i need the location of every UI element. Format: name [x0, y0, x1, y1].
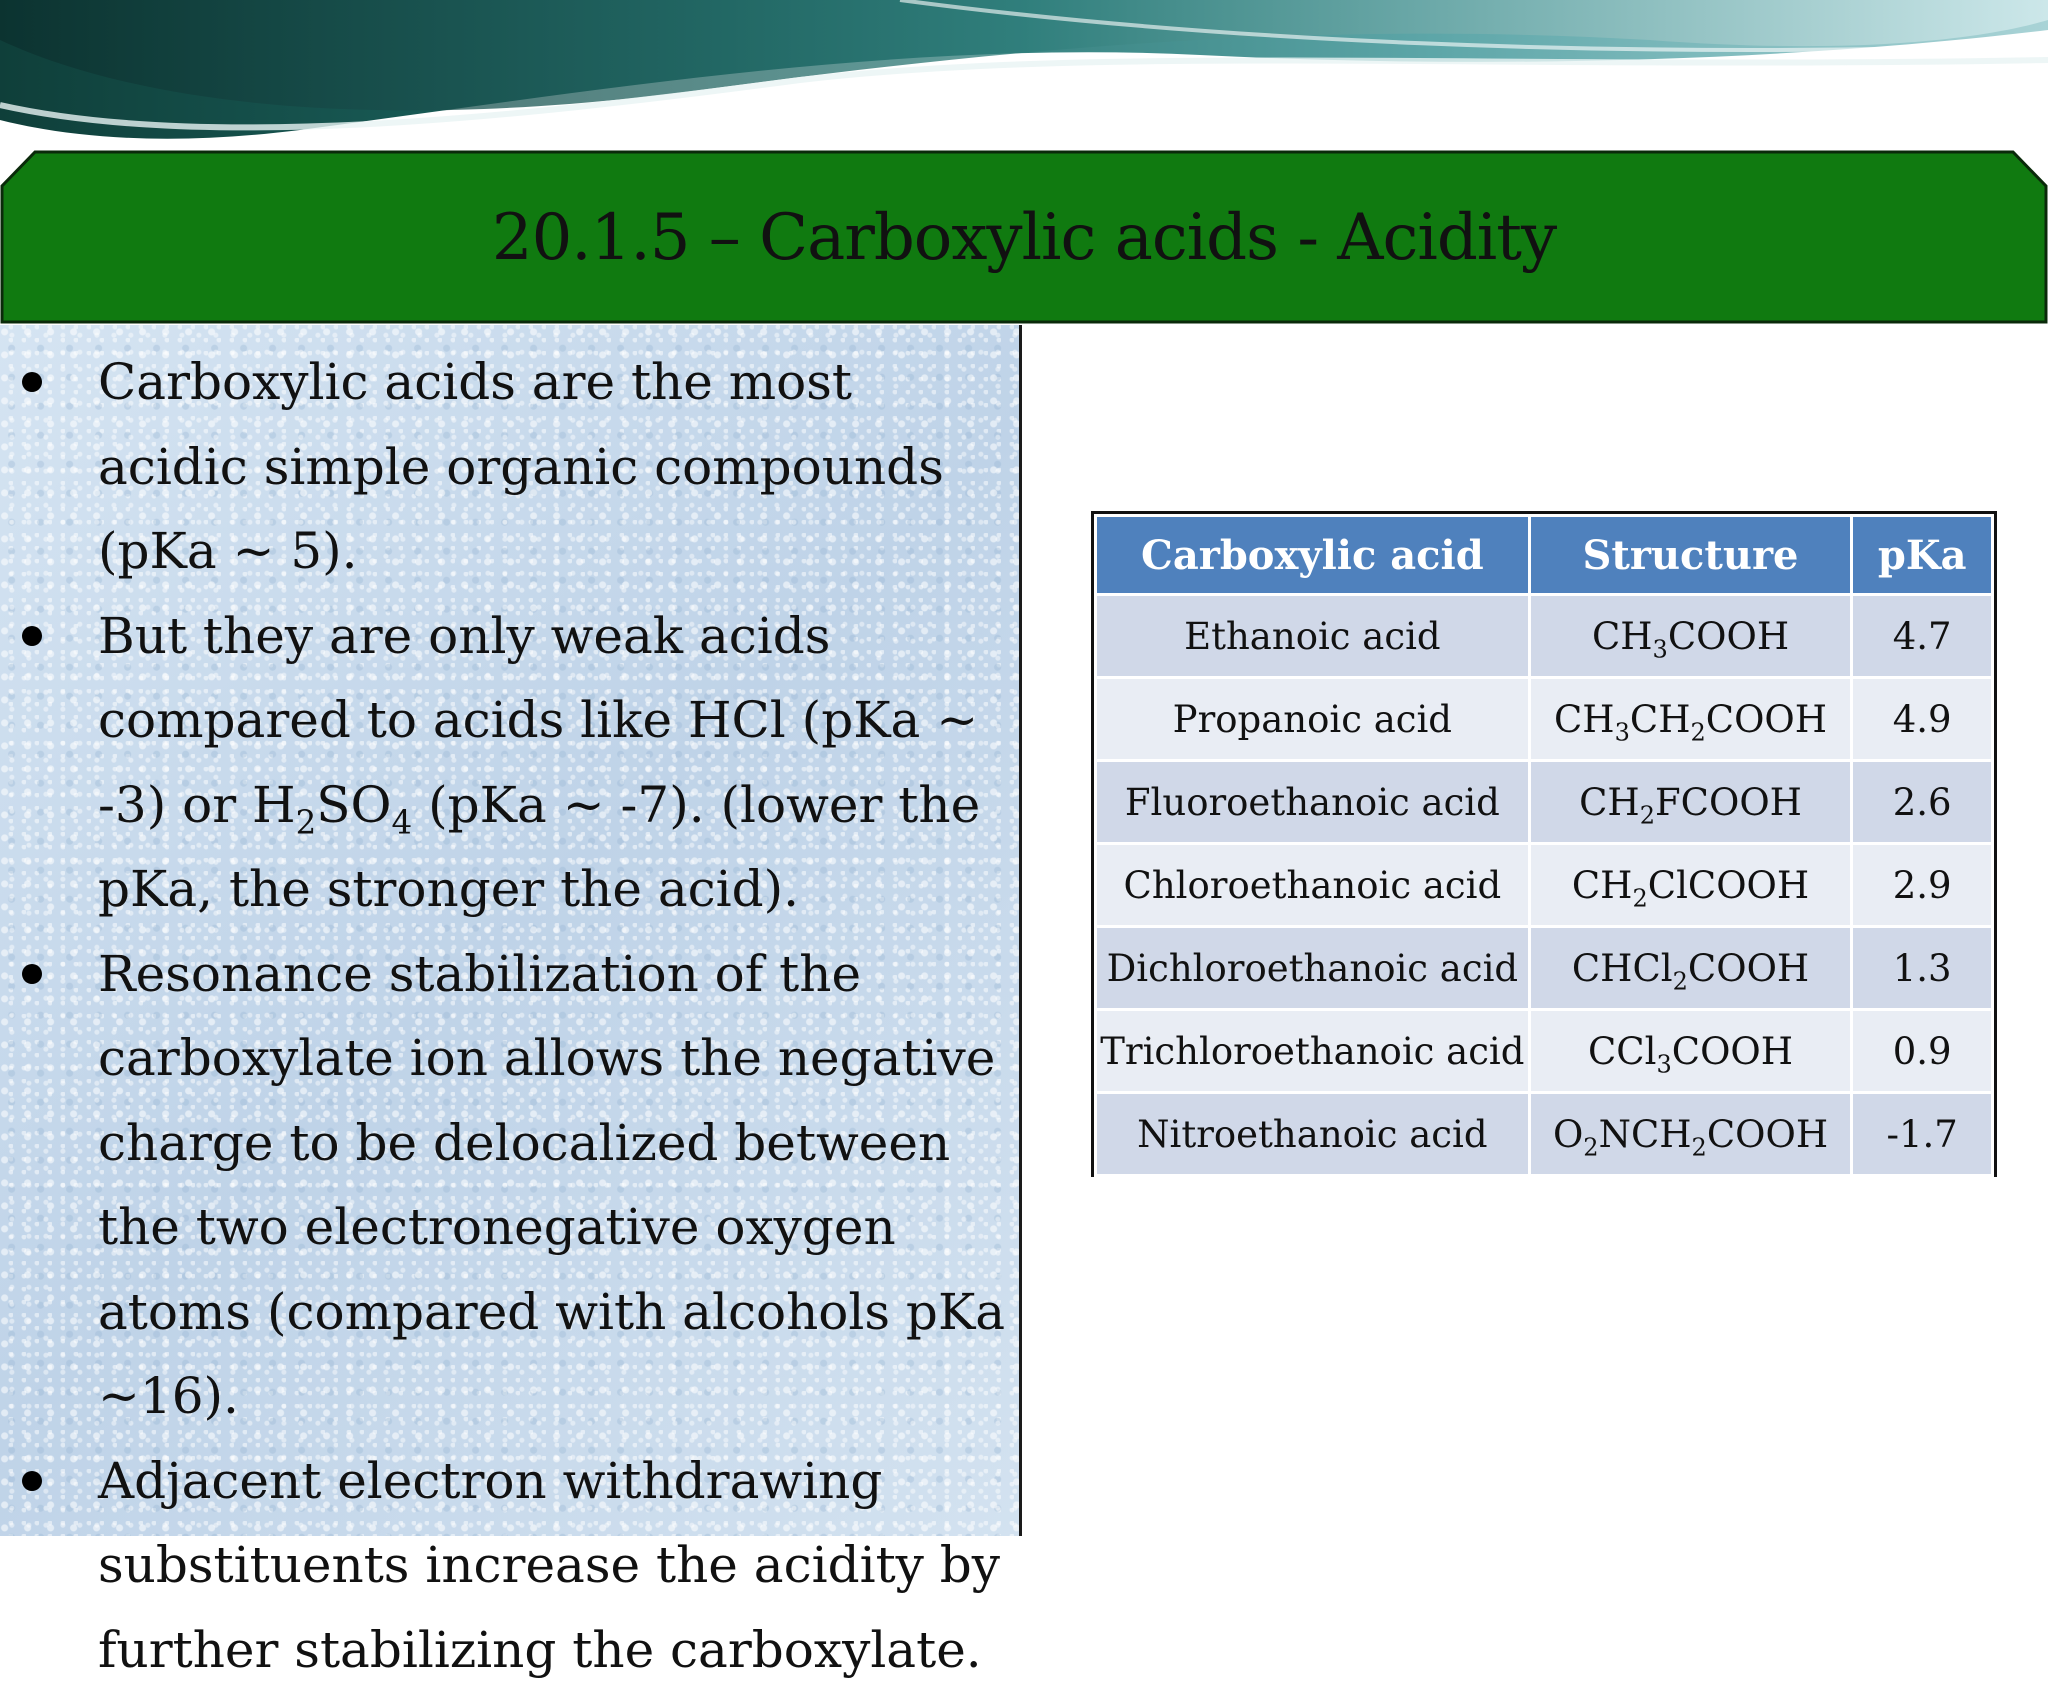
table-row [1096, 927, 1993, 1010]
table-row [1096, 761, 1993, 844]
cell-acid-name: Nitroethanoic acid [1096, 1093, 1530, 1176]
cell-acid-name: Dichloroethanoic acid [1096, 927, 1530, 1010]
subscript: 3 [1656, 1050, 1671, 1078]
bullet-list [0, 340, 1010, 1692]
header-structure: Structure [1529, 516, 1852, 595]
bullet-item [0, 594, 1010, 932]
header-pka: pKa [1852, 516, 1993, 595]
table-header-row [1096, 516, 1993, 595]
cell-acid-name: Ethanoic acid [1096, 595, 1530, 678]
cell-pka: 4.9 [1852, 678, 1993, 761]
table-row [1096, 595, 1993, 678]
subscript: 2 [1690, 718, 1705, 746]
bullet-text: Resonance stabilization of the carboxylate ion allows the negative charge to be delocalized between the two electronegative oxygen atoms (compared with alcohols pKa ~16). [98, 945, 1005, 1426]
bullet-dot-icon [22, 964, 42, 984]
bullet-dot-icon [22, 372, 42, 392]
table-row [1096, 1093, 1993, 1176]
subscript: 3 [1653, 635, 1668, 663]
subscript: 2 [1640, 801, 1655, 829]
bullet-text: Carboxylic acids are the most acidic simple organic compounds (pKa ~ 5). [98, 353, 944, 580]
table-row [1096, 678, 1993, 761]
cell-acid-name: Fluoroethanoic acid [1096, 761, 1530, 844]
subscript: 2 [1692, 1133, 1707, 1161]
cell-structure: CCl$_3$COOH [1529, 1010, 1852, 1093]
cell-structure: $CH_3CH_2COOH$ [1529, 678, 1852, 761]
cell-pka: 0.9 [1852, 1010, 1993, 1093]
bullet-item [0, 1439, 1010, 1692]
pka-table-container [1091, 511, 1997, 1177]
bullet-item [0, 340, 1010, 594]
cell-acid-name: Chloroethanoic acid [1096, 844, 1530, 927]
bullet-dot-icon [22, 1471, 42, 1491]
table-row [1096, 1010, 1993, 1093]
subscript: 2 [1673, 967, 1688, 995]
table-body [1096, 595, 1993, 1176]
header-swoosh-graphic [0, 0, 2048, 160]
bullet-item [0, 932, 1010, 1439]
cell-structure: CHCl$_2$COOH [1529, 927, 1852, 1010]
cell-acid-name: Trichloroethanoic acid [1096, 1010, 1530, 1093]
cell-pka: -1.7 [1852, 1093, 1993, 1176]
cell-pka: 1.3 [1852, 927, 1993, 1010]
slide-title: 20.1.5 – Carboxylic acids - Acidity [0, 150, 2048, 325]
cell-acid-name: Propanoic acid [1096, 678, 1530, 761]
cell-structure: $O_2NCH_2COOH$ [1529, 1093, 1852, 1176]
cell-structure: $CH_2ClCOOH$ [1529, 844, 1852, 927]
bullet-text: But they are only weak acids compared to acids like HCl (pKa ~ -3) or $H_2SO_4$ (pKa ~ -7). (lower the pKa, the stronger the acid). [98, 607, 980, 919]
subscript: 3 [1615, 718, 1630, 746]
subscript: 2 [1583, 1133, 1598, 1161]
subscript: 2 [296, 803, 317, 841]
cell-pka: 4.7 [1852, 595, 1993, 678]
cell-pka: 2.6 [1852, 761, 1993, 844]
table-row [1096, 844, 1993, 927]
header-carboxylic-acid: Carboxylic acid [1096, 516, 1530, 595]
cell-structure: $CH_3COOH$ [1529, 595, 1852, 678]
cell-pka: 2.9 [1852, 844, 1993, 927]
cell-structure: $CH_2FCOOH$ [1529, 761, 1852, 844]
pka-table [1094, 514, 1994, 1177]
subscript: 2 [1632, 884, 1647, 912]
subscript: 4 [392, 803, 413, 841]
bullet-dot-icon [22, 626, 42, 646]
bullet-text: Adjacent electron withdrawing substituents increase the acidity by further stabilizing the carboxylate. [98, 1452, 1000, 1679]
